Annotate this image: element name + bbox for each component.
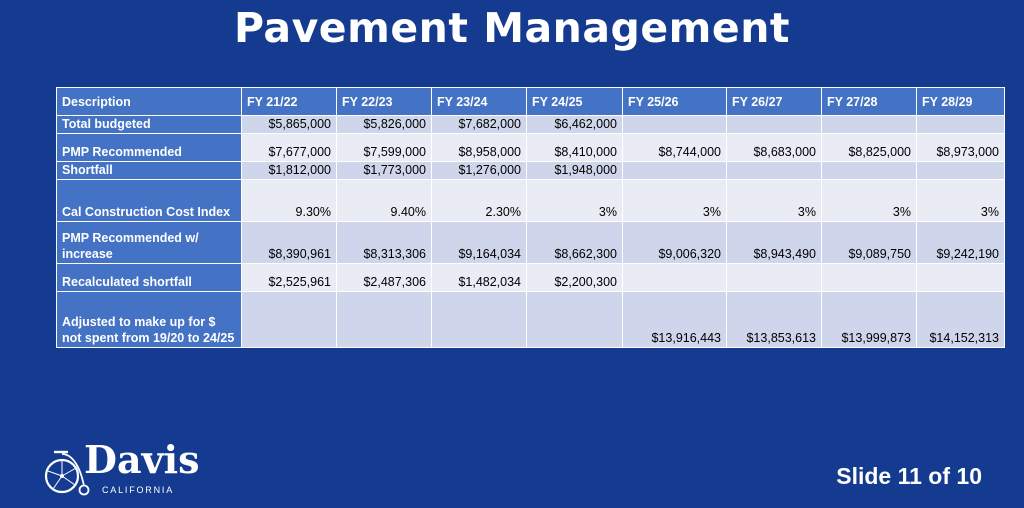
table-cell: $2,200,300 <box>527 264 623 292</box>
column-header: FY 22/23 <box>337 88 432 116</box>
table-cell <box>242 292 337 348</box>
table-row <box>57 134 1005 162</box>
table-cell <box>527 292 623 348</box>
table-row <box>57 162 1005 180</box>
table-row <box>57 222 1005 264</box>
table-cell <box>727 116 822 134</box>
table-cell <box>432 292 527 348</box>
table-cell: 3% <box>623 180 727 222</box>
table-cell: $1,482,034 <box>432 264 527 292</box>
table-cell: $8,958,000 <box>432 134 527 162</box>
logo-wordmark: Davis <box>84 437 200 482</box>
table-row <box>57 264 1005 292</box>
table-cell: $8,973,000 <box>917 134 1005 162</box>
table-cell: $7,677,000 <box>242 134 337 162</box>
table-cell <box>727 264 822 292</box>
table-cell: $1,948,000 <box>527 162 623 180</box>
slide-number: Slide 11 of 10 <box>836 463 982 489</box>
table-cell: $9,006,320 <box>623 222 727 264</box>
table-cell: $8,825,000 <box>822 134 917 162</box>
column-header: FY 25/26 <box>623 88 727 116</box>
table-cell: $9,089,750 <box>822 222 917 264</box>
table-cell <box>623 264 727 292</box>
table-cell: $14,152,313 <box>917 292 1005 348</box>
table-cell: $1,773,000 <box>337 162 432 180</box>
table-cell <box>822 116 917 134</box>
table-cell <box>623 116 727 134</box>
row-label: PMP Recommended <box>57 134 242 162</box>
table-cell <box>337 292 432 348</box>
row-label: PMP Recommended w/ increase <box>57 222 242 264</box>
row-label: Shortfall <box>57 162 242 180</box>
table-cell: $7,599,000 <box>337 134 432 162</box>
logo-subtitle: CALIFORNIA <box>102 485 175 495</box>
table-cell <box>917 264 1005 292</box>
pavement-budget-table <box>56 87 1005 348</box>
column-header: FY 27/28 <box>822 88 917 116</box>
table-cell: $6,462,000 <box>527 116 623 134</box>
table-cell <box>917 162 1005 180</box>
row-label: Adjusted to make up for $ not spent from 19/20 to 24/25 <box>57 292 242 348</box>
table-cell: $5,865,000 <box>242 116 337 134</box>
table-cell <box>623 162 727 180</box>
table-cell: 3% <box>527 180 623 222</box>
column-header: Description <box>57 88 242 116</box>
table-cell: $9,164,034 <box>432 222 527 264</box>
table-cell: $8,390,961 <box>242 222 337 264</box>
davis-logo <box>44 437 200 498</box>
table-cell: $13,916,443 <box>623 292 727 348</box>
table-cell: $13,999,873 <box>822 292 917 348</box>
table-cell: $2,525,961 <box>242 264 337 292</box>
column-header: FY 21/22 <box>242 88 337 116</box>
row-label: Cal Construction Cost Index <box>57 180 242 222</box>
table-cell: $9,242,190 <box>917 222 1005 264</box>
table-cell <box>727 162 822 180</box>
table-row <box>57 180 1005 222</box>
table-row <box>57 116 1005 134</box>
table-cell: $13,853,613 <box>727 292 822 348</box>
table-cell: $7,682,000 <box>432 116 527 134</box>
table-cell: 9.30% <box>242 180 337 222</box>
table-header-row <box>57 88 1005 116</box>
table-cell: $8,313,306 <box>337 222 432 264</box>
table-cell: 3% <box>917 180 1005 222</box>
column-header: FY 23/24 <box>432 88 527 116</box>
table-row <box>57 292 1005 348</box>
table-cell: 3% <box>727 180 822 222</box>
table-cell: $8,662,300 <box>527 222 623 264</box>
slide-title: Pavement Management <box>233 4 791 52</box>
table-cell: $2,487,306 <box>337 264 432 292</box>
table-cell: $5,826,000 <box>337 116 432 134</box>
table-cell: $1,812,000 <box>242 162 337 180</box>
row-label: Total budgeted <box>57 116 242 134</box>
row-label: Recalculated shortfall <box>57 264 242 292</box>
table-cell: $8,943,490 <box>727 222 822 264</box>
table-cell: 9.40% <box>337 180 432 222</box>
table-cell: $8,744,000 <box>623 134 727 162</box>
column-header: FY 24/25 <box>527 88 623 116</box>
column-header: FY 26/27 <box>727 88 822 116</box>
table-cell: 3% <box>822 180 917 222</box>
table-cell: $1,276,000 <box>432 162 527 180</box>
table-cell <box>917 116 1005 134</box>
table-cell: 2.30% <box>432 180 527 222</box>
table-cell: $8,410,000 <box>527 134 623 162</box>
column-header: FY 28/29 <box>917 88 1005 116</box>
table-cell <box>822 264 917 292</box>
table-cell <box>822 162 917 180</box>
table-cell: $8,683,000 <box>727 134 822 162</box>
